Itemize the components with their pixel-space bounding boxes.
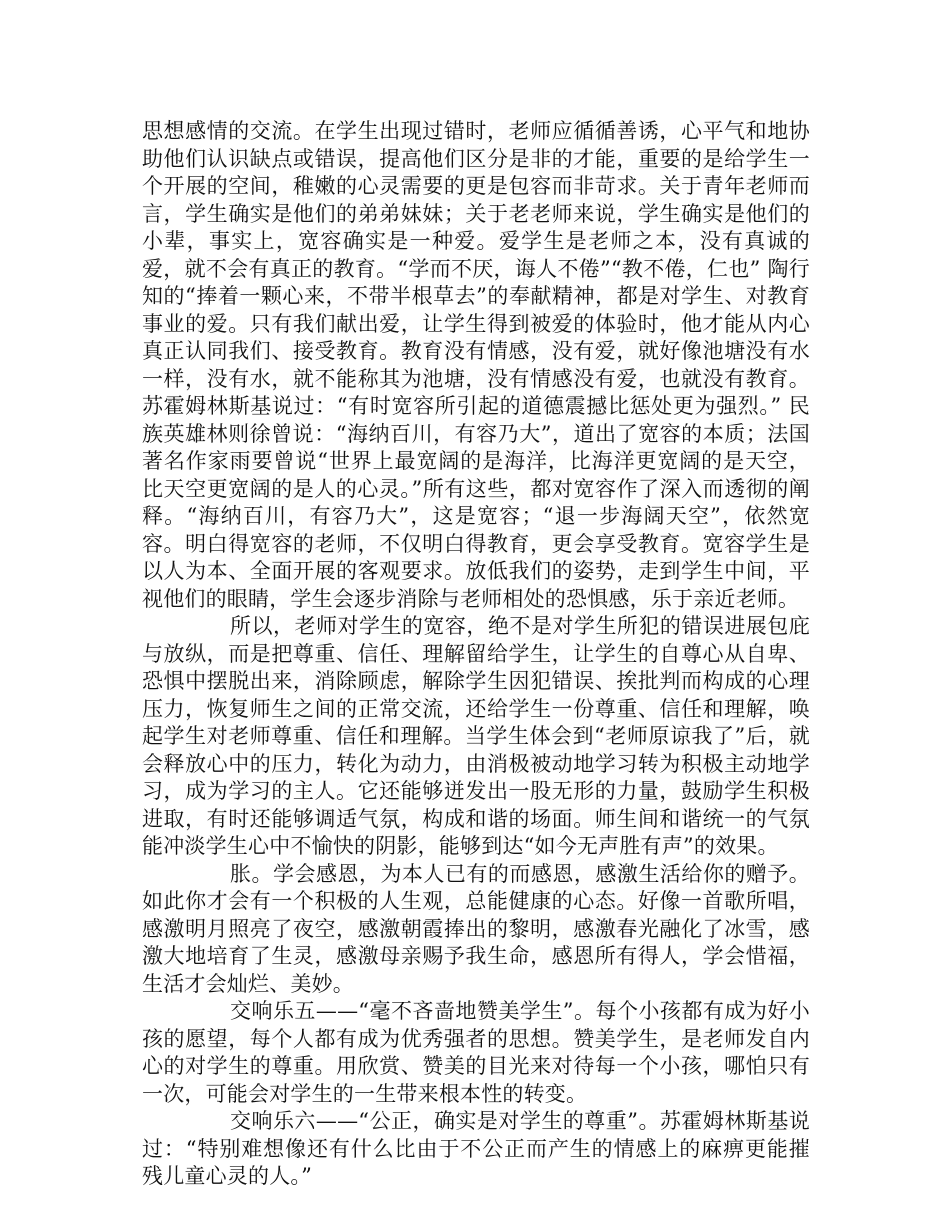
document-body [142,118,810,1191]
paragraph-symphony-six: 交响乐六——“公正，确实是对学生的尊重”。苏霍姆林斯基说过：“特别难想像还有什么比由于不公正而产生的情感上的麻痹更能摧残儿童心灵的人。” [142,1109,810,1188]
paragraph-tolerance-love: 思想感情的交流。在学生出现过错时，老师应循循善诱，心平气和地协助他们认识缺点或错误，提高他们区分是非的才能，重要的是给学生一个开展的空间，稚嫩的心灵需要的更是包容而非苛求。关于青年老师而言，学生确实是他们的弟弟妹妹；关于老老师来说，学生确实是他们的小辈，事实上，宽容确实是一种爱。爱学生是老师之本，没有真诚的爱，就不会有真正的教育。“学而不厌，诲人不倦”“教不倦，仁也” 陶行知的“捧着一颗心来，不带半根草去”的奉献精神，都是对学生、对教育事业的爱。只有我们献出爱，让学生得到被爱的体验时，他才能从内心真正认同我们、接受教育。教育没有情感，没有爱，就好像池塘没有水一样，没有水，就不能称其为池塘，没有情感没有爱，也就没有教育。苏霍姆林斯基说过：“有时宽容所引起的道德震撼比惩处更为强烈。” 民族英雄林则徐曾说：“海纳百川，有容乃大”，道出了宽容的本质；法国著名作家雨要曾说“世界上最宽阔的是海洋，比海洋更宽阔的是天空，比天空更宽阔的是人的心灵。”所有这些，都对宽容作了深入而透彻的阐释。“海纳百川，有容乃大”，这是宽容；“退一步海阔天空”，依然宽容。明白得宽容的老师，不仅明白得教育，更会享受教育。宽容学生是以人为本、全面开展的客观要求。放低我们的姿势，走到学生中间，平视他们的眼睛，学生会逐步消除与老师相处的恐惧感，乐于亲近老师。 [142,119,810,611]
paragraph-teacher-tolerance: 所以，老师对学生的宽容，绝不是对学生所犯的错误进展包庇与放纵，而是把尊重、信任、理解留给学生，让学生的自尊心从自卑、恐惧中摆脱出来，消除顾虑，解除学生因犯错误、挨批判而构成的心理压力，恢复师生之间的正常交流，还给学生一份尊重、信任和理解，唤起学生对老师尊重、信任和理解。当学生体会到“老师原谅我了”后，就会释放心中的压力，转化为动力，由消极被动地学习转为积极主动地学习，成为学习的主人。它还能够迸发出一股无形的力量，鼓励学生积极进取，有时还能够调适气氛，构成和谐的场面。师生间和谐统一的气氛能冲淡学生心中不愉快的阴影，能够到达“如今无声胜有声”的效果。 [142,614,810,858]
paragraph-gratitude: 胀。学会感恩，为本人已有的而感恩，感激生活给你的赠予。如此你才会有一个积极的人生观，总能健康的心态。好像一首歌所唱，感激明月照亮了夜空，感激朝霞捧出的黎明，感激春光融化了冰雪，感激大地培育了生灵，感激母亲赐予我生命，感恩所有得人，学会惜福，生活才会灿烂、美妙。 [142,861,810,996]
paragraph-symphony-five: 交响乐五——“毫不吝啬地赞美学生”。每个小孩都有成为好小孩的愿望，每个人都有成为优秀强者的思想。赞美学生，是老师发自内心的对学生的尊重。用欣赏、赞美的目光来对待每一个小孩，哪怕只有一次，可能会对学生的一生带来根本性的转变。 [142,999,810,1106]
